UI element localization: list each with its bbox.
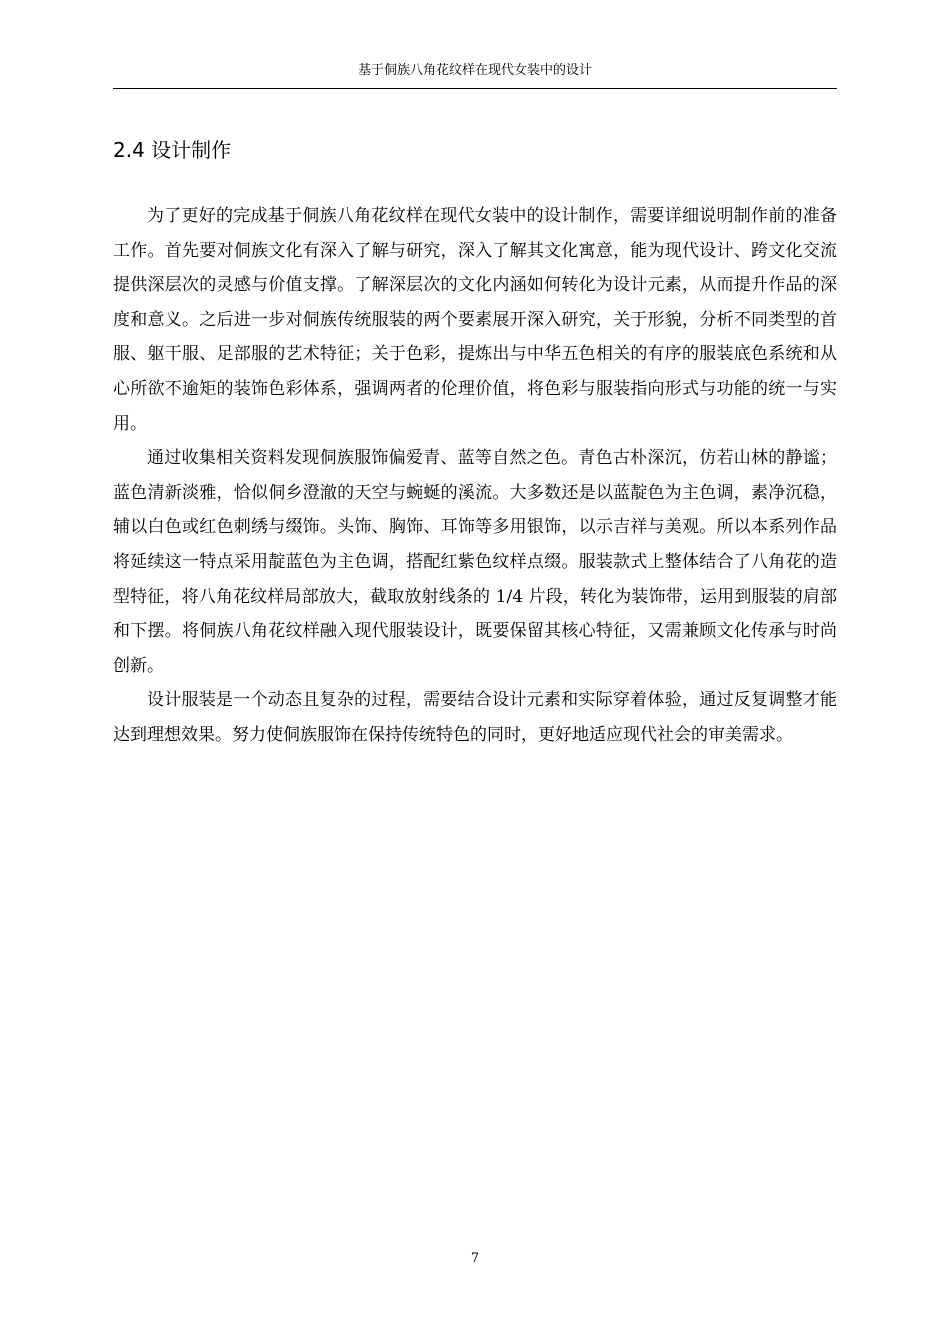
page-number: 7	[470, 1251, 480, 1266]
paragraph-preparation: 为了更好的完成基于侗族八角花纹样在现代女装中的设计制作，需要详细说明制作前的准备工作。首先要对侗族文化有深入了解与研究，深入了解其文化寓意，能为现代设计、跨文化交流提供深层次的灵感与价值支撑。了解深层次的文化内涵如何转化为设计元素，从而提升作品的深度和意义。之后进一步对侗族传统服装的两个要素展开深入研究，关于形貌，分析不同类型的首服、躯干服、足部服的艺术特征；关于色彩，提炼出与中华五色相关的有序的服装底色系统和从心所欲不逾矩的装饰色彩体系，强调两者的伦理价值，将色彩与服装指向形式与功能的统一与实用。	[113, 206, 837, 434]
paragraph-color-style: 通过收集相关资料发现侗族服饰偏爱青、蓝等自然之色。青色古朴深沉，仿若山林的静谧；蓝色清新淡雅，恰似侗乡澄澈的天空与蜿蜒的溪流。大多数还是以蓝靛色为主色调，素净沉稳，辅以白色或红色刺绣与缀饰。头饰、胸饰、耳饰等多用银饰，以示吉祥与美观。所以本系列作品将延续这一特点采用靛蓝色为主色调，搭配红紫色纹样点缀。服装款式上整体结合了八角花的造型特征，将八角花纹样局部放大，截取放射线条的 1/4 片段，转化为装饰带，运用到服装的肩部和下摆。将侗族八角花纹样融入现代服装设计，既要保留其核心特征，又需兼顾文化传承与时尚创新。	[113, 448, 837, 676]
running-header-title: 基于侗族八角花纹样在现代女装中的设计	[357, 63, 592, 78]
section-heading: 2.4 设计制作	[113, 138, 232, 162]
running-header	[113, 62, 837, 89]
body-text	[113, 199, 837, 753]
paragraph-process: 设计服装是一个动态且复杂的过程，需要结合设计元素和实际穿着体验，通过反复调整才能达到理想效果。努力使侗族服饰在保持传统特色的同时，更好地适应现代社会的审美需求。	[113, 690, 837, 745]
